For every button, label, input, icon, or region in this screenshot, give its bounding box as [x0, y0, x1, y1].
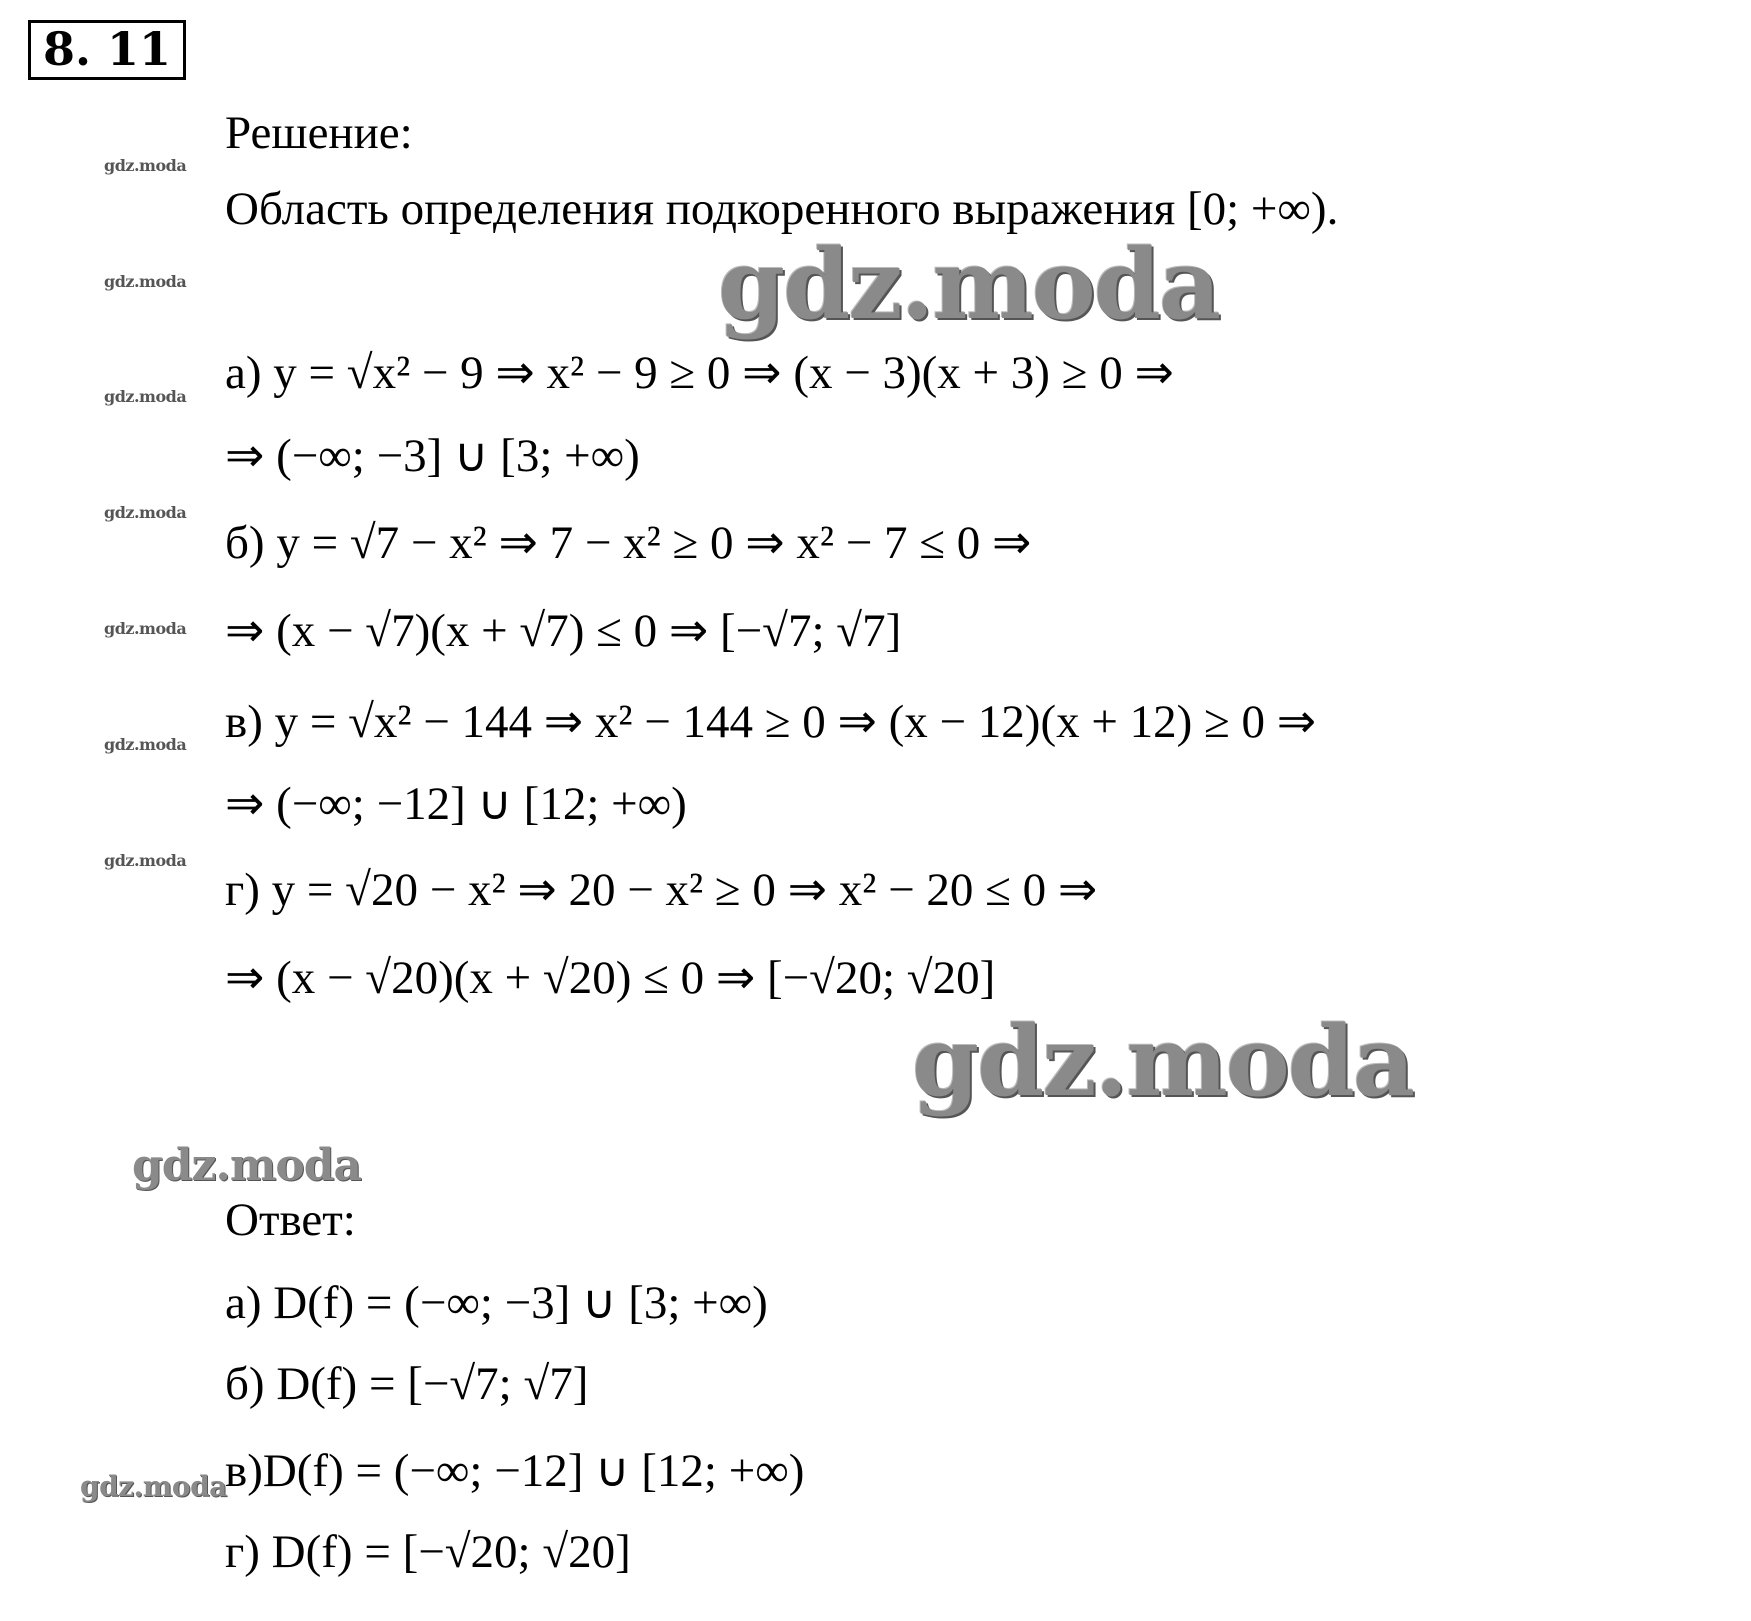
watermark-small: gdz.moda: [104, 503, 187, 522]
watermark-large: gdz.moda: [718, 228, 1220, 341]
answer-line-g: г) D(f) = [−√20; √20]: [225, 1526, 631, 1578]
watermark-small: gdz.moda: [104, 619, 187, 638]
watermark-small-bottom: gdz.moda: [80, 1470, 227, 1503]
problem-number-badge: 8. 11: [28, 20, 186, 80]
solution-line-v2: ⇒ (−∞; −12] ∪ [12; +∞): [225, 778, 687, 830]
watermark-small: gdz.moda: [104, 156, 187, 175]
solution-line-b2: ⇒ (x − √7)(x + √7) ≤ 0 ⇒ [−√7; √7]: [225, 605, 902, 657]
solution-line-g1: г) y = √20 − x² ⇒ 20 − x² ≥ 0 ⇒ x² − 20 ≤ 0 ⇒: [225, 864, 1098, 916]
solution-heading: Решение:: [225, 107, 413, 159]
answer-heading: Ответ:: [225, 1194, 356, 1246]
watermark-small: gdz.moda: [104, 272, 187, 291]
solution-line-b1: б) y = √7 − x² ⇒ 7 − x² ≥ 0 ⇒ x² − 7 ≤ 0 ⇒: [225, 517, 1032, 569]
watermark-small: gdz.moda: [104, 387, 187, 406]
solution-line-a2: ⇒ (−∞; −3] ∪ [3; +∞): [225, 430, 640, 482]
solution-line-a1: а) y = √x² − 9 ⇒ x² − 9 ≥ 0 ⇒ (x − 3)(x + 3) ≥ 0 ⇒: [225, 347, 1174, 399]
watermark-small: gdz.moda: [104, 851, 187, 870]
watermark-large: gdz.moda: [912, 1005, 1414, 1118]
answer-line-v: в)D(f) = (−∞; −12] ∪ [12; +∞): [225, 1445, 805, 1497]
solution-line-g2: ⇒ (x − √20)(x + √20) ≤ 0 ⇒ [−√20; √20]: [225, 952, 996, 1004]
watermark-medium: gdz.moda: [132, 1140, 362, 1191]
answer-line-b: б) D(f) = [−√7; √7]: [225, 1358, 589, 1410]
watermark-small: gdz.moda: [104, 735, 187, 754]
answer-line-a: а) D(f) = (−∞; −3] ∪ [3; +∞): [225, 1277, 768, 1329]
solution-line-v1: в) y = √x² − 144 ⇒ x² − 144 ≥ 0 ⇒ (x − 12)(x + 12) ≥ 0 ⇒: [225, 696, 1317, 748]
domain-statement: Область определения подкоренного выражения [0; +∞).: [225, 183, 1339, 235]
